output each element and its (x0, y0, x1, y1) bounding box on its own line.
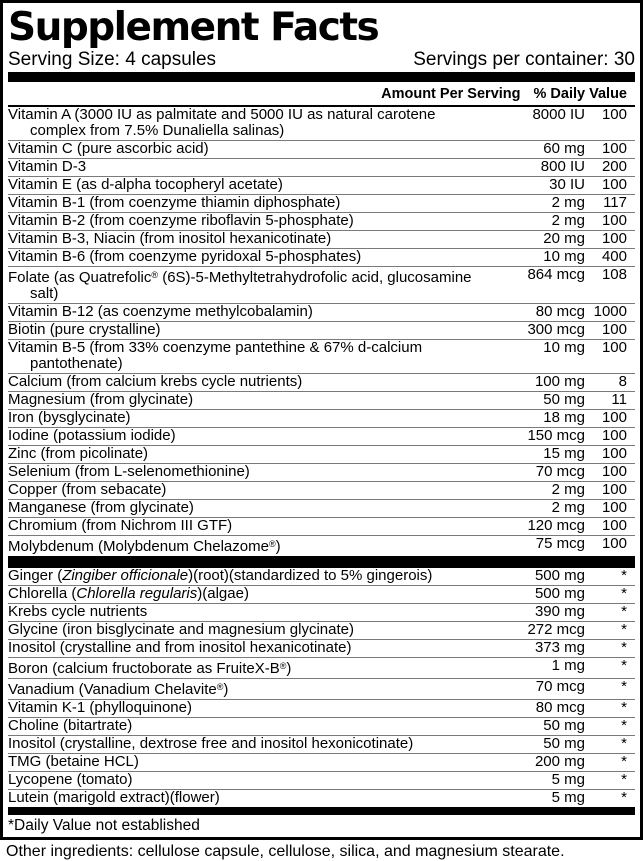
daily-value: 200 (601, 158, 627, 175)
ingredient-name: Lutein (marigold extract)(flower) (8, 789, 220, 806)
ingredient-name: Vitamin B-2 (from coenzyme riboflavin 5-phosphate) (8, 212, 354, 229)
table-row (8, 230, 635, 248)
other-ingredients: Other ingredients: cellulose capsule, cellulose, silica, and magnesium stearate. (6, 843, 565, 860)
daily-value: 100 (601, 463, 627, 480)
daily-value: 100 (601, 481, 627, 498)
ingredient-name: TMG (betaine HCL) (8, 753, 139, 770)
amount-value: 5 mg (551, 771, 585, 788)
ingredient-name: Vitamin B-5 (from 33% coenzyme pantethine & 67% d-calcium pantothenate) (8, 339, 423, 372)
ingredient-name: Vitamin A (3000 IU as palmitate and 5000 IU as natural carotene complex from 7.5% Dunaliella salinas) (8, 106, 436, 139)
daily-value: 108 (601, 266, 627, 283)
ingredient-name: Glycine (iron bisglycinate and magnesium glycinate) (8, 621, 354, 638)
amount-value: 50 mg (543, 735, 585, 752)
footnote: *Daily Value not established (8, 816, 200, 834)
ingredient-name: Vanadium (Vanadium Chelavite®) (8, 681, 229, 698)
daily-value: 100 (601, 409, 627, 426)
daily-value: 11 (611, 391, 627, 408)
amount-value: 2 mg (551, 212, 585, 229)
amount-value: 120 mcg (527, 517, 585, 534)
ingredient-name: Copper (from sebacate) (8, 481, 167, 498)
daily-value: 100 (601, 212, 627, 229)
ingredient-name: Vitamin C (pure ascorbic acid) (8, 140, 209, 157)
daily-value: * (621, 699, 627, 716)
amount-value: 80 mcg (535, 303, 585, 320)
nutrient-table-section-vitamins (8, 107, 635, 556)
amount-value: 300 mcg (527, 321, 585, 338)
amount-value: 20 mg (543, 230, 585, 247)
serving-info (8, 49, 635, 70)
ingredient-name: Vitamin B-12 (as coenzyme methylcobalamin) (8, 303, 313, 320)
amount-value: 200 mg (534, 753, 585, 770)
ingredient-name: Selenium (from L-selenomethionine) (8, 463, 250, 480)
table-row (8, 303, 635, 321)
ingredient-name: Vitamin K-1 (phylloquinone) (8, 699, 192, 716)
ingredient-name: Chromium (from Nichrom III GTF) (8, 517, 233, 534)
table-row (8, 463, 635, 481)
amount-value: 864 mcg (527, 266, 585, 283)
daily-value: 100 (601, 517, 627, 534)
daily-value: * (621, 771, 627, 788)
daily-value: 400 (601, 248, 627, 265)
amount-value: 8000 IU (532, 106, 585, 123)
daily-value: * (621, 567, 627, 584)
daily-value: * (621, 621, 627, 638)
divider-bar-bottom (8, 807, 635, 815)
table-row (8, 194, 635, 212)
amount-value: 5 mg (551, 789, 585, 806)
ingredient-name: Boron (calcium fructoborate as FruiteX-B®) (8, 660, 292, 677)
amount-value: 2 mg (551, 481, 585, 498)
ingredient-name: Zinc (from picolinate) (8, 445, 149, 462)
ingredient-name: Calcium (from calcium krebs cycle nutrients) (8, 373, 303, 390)
ingredient-name: Vitamin B-3, Niacin (from inositol hexanicotinate) (8, 230, 332, 247)
table-row (8, 321, 635, 339)
amount-value: 75 mcg (535, 535, 585, 552)
amount-value: 500 mg (534, 585, 585, 602)
table-row (8, 621, 635, 639)
amount-value: 70 mcg (535, 678, 585, 695)
table-row (8, 248, 635, 266)
table-row (8, 568, 635, 585)
table-row (8, 517, 635, 535)
amount-value: 50 mg (543, 717, 585, 734)
table-row (8, 212, 635, 230)
nutrient-table-section-botanicals (8, 568, 635, 807)
amount-value: 1 mg (551, 657, 585, 674)
ingredient-name: Inositol (crystalline, dextrose free and inositol hexonicotinate) (8, 735, 414, 752)
ingredient-name: Vitamin B-6 (from coenzyme pyridoxal 5-phosphates) (8, 248, 362, 265)
amount-value: 100 mg (534, 373, 585, 390)
page-title: Supplement Facts (8, 5, 379, 50)
daily-value: * (621, 753, 627, 770)
ingredient-name: Lycopene (tomato) (8, 771, 133, 788)
amount-value: 10 mg (543, 248, 585, 265)
table-row (8, 789, 635, 807)
table-row (8, 409, 635, 427)
table-row (8, 176, 635, 194)
ingredient-name: Magnesium (from glycinate) (8, 391, 194, 408)
table-row (8, 735, 635, 753)
amount-value: 500 mg (534, 567, 585, 584)
ingredient-name: Choline (bitartrate) (8, 717, 133, 734)
daily-value: 117 (603, 194, 627, 211)
daily-value-header: % Daily Value (533, 86, 627, 102)
table-row (8, 339, 635, 373)
amount-value: 10 mg (543, 339, 585, 356)
amount-value: 150 mcg (527, 427, 585, 444)
table-row (8, 585, 635, 603)
ingredient-name: Biotin (pure crystalline) (8, 321, 161, 338)
amount-value: 18 mg (543, 409, 585, 426)
table-row (8, 391, 635, 409)
amount-value: 70 mcg (535, 463, 585, 480)
daily-value: 100 (601, 106, 627, 123)
ingredient-name: Manganese (from glycinate) (8, 499, 194, 516)
amount-value: 800 IU (540, 158, 585, 175)
table-row (8, 373, 635, 391)
table-row (8, 717, 635, 735)
ingredient-name: Molybdenum (Molybdenum Chelazome®) (8, 538, 281, 555)
table-row (8, 699, 635, 717)
ingredient-name: Chlorella (Chlorella regularis)(algae) (8, 585, 249, 602)
ingredient-name: Vitamin E (as d-alpha tocopheryl acetate) (8, 176, 283, 193)
table-row (8, 639, 635, 657)
serving-size: Serving Size: 4 capsules (8, 49, 217, 70)
daily-value: * (621, 657, 627, 674)
table-row (8, 481, 635, 499)
table-row (8, 678, 635, 699)
table-row (8, 771, 635, 789)
column-header (8, 85, 635, 107)
daily-value: 100 (601, 427, 627, 444)
table-row (8, 140, 635, 158)
amount-value: 272 mcg (527, 621, 585, 638)
daily-value: 100 (601, 230, 627, 247)
daily-value: 100 (601, 535, 627, 552)
divider-bar-top (8, 72, 635, 82)
daily-value: * (621, 639, 627, 656)
table-row (8, 499, 635, 517)
amount-value: 50 mg (543, 391, 585, 408)
daily-value: * (621, 678, 627, 695)
table-row (8, 107, 635, 140)
table-row (8, 603, 635, 621)
table-row (8, 266, 635, 303)
amount-value: 80 mcg (535, 699, 585, 716)
table-row (8, 535, 635, 556)
daily-value: 100 (601, 176, 627, 193)
servings-per-container: Servings per container: 30 (413, 49, 635, 70)
amount-value: 373 mg (534, 639, 585, 656)
daily-value: 100 (601, 140, 627, 157)
daily-value: * (621, 717, 627, 734)
daily-value: 100 (601, 445, 627, 462)
ingredient-name: Folate (as Quatrefolic® (6S)-5-Methyltetrahydrofolic acid, glucosamine salt) (8, 269, 472, 302)
amount-value: 2 mg (551, 499, 585, 516)
daily-value: * (621, 789, 627, 806)
ingredient-name: Krebs cycle nutrients (8, 603, 148, 620)
daily-value: * (621, 603, 627, 620)
amount-value: 2 mg (551, 194, 585, 211)
table-row (8, 657, 635, 678)
amount-value: 30 IU (549, 176, 585, 193)
amount-per-serving-header: Amount Per Serving (381, 86, 521, 102)
ingredient-name: Iron (bysglycinate) (8, 409, 131, 426)
divider-bar-middle (8, 556, 635, 568)
daily-value: 100 (601, 321, 627, 338)
ingredient-name: Iodine (potassium iodide) (8, 427, 176, 444)
ingredient-name: Vitamin B-1 (from coenzyme thiamin diphosphate) (8, 194, 341, 211)
daily-value: 100 (601, 499, 627, 516)
amount-value: 15 mg (543, 445, 585, 462)
table-row (8, 158, 635, 176)
table-row (8, 445, 635, 463)
ingredient-name: Vitamin D-3 (8, 158, 87, 175)
daily-value: 8 (618, 373, 627, 390)
table-row (8, 753, 635, 771)
daily-value: * (621, 735, 627, 752)
daily-value: 1000 (593, 303, 627, 320)
ingredient-name: Inositol (crystalline and from inositol hexanicotinate) (8, 639, 352, 656)
ingredient-name: Ginger (Zingiber officionale)(root)(standardized to 5% gingerois) (8, 567, 433, 584)
daily-value: * (621, 585, 627, 602)
amount-value: 390 mg (534, 603, 585, 620)
amount-value: 60 mg (543, 140, 585, 157)
daily-value: 100 (601, 339, 627, 356)
table-row (8, 427, 635, 445)
